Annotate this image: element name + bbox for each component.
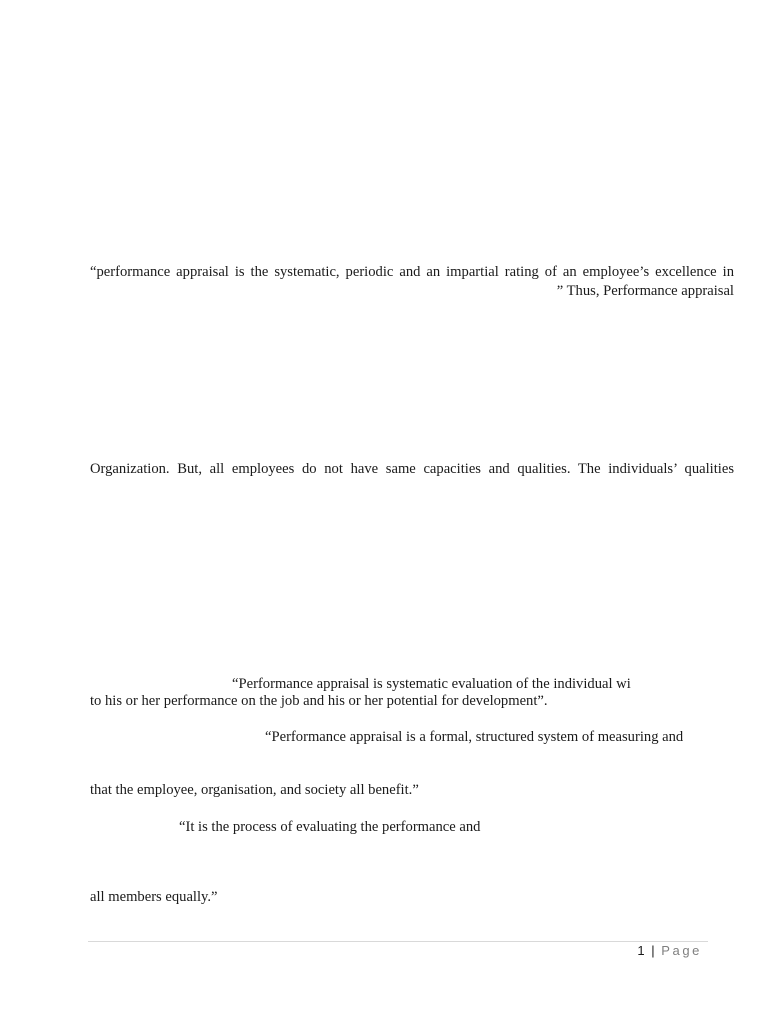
paragraph-1-line-1: “performance appraisal is the systematic, periodic and an impartial rating of an employee’s excellence in [90, 264, 734, 280]
definition-1-line-1: “Performance appraisal is systematic evaluation of the individual wi [232, 676, 631, 692]
paragraph-1-line-2: ” Thus, Performance appraisal [556, 283, 734, 299]
page-footer [637, 943, 702, 959]
definition-3-line-2: all members equally.” [90, 889, 218, 905]
page-label: Page [661, 943, 702, 958]
paragraph-2-line-1: Organization. But, all employees do not have same capacities and qualities. The individuals’ qualities [90, 461, 734, 477]
page-number: 1 [637, 943, 645, 958]
definition-1-line-2: to his or her performance on the job and his or her potential for development”. [90, 693, 548, 709]
footer-divider [88, 941, 708, 942]
definition-2-line-1: “Performance appraisal is a formal, structured system of measuring and [265, 729, 684, 745]
footer-separator: | [651, 943, 655, 958]
definition-2-line-2: that the employee, organisation, and society all benefit.” [90, 782, 419, 798]
definition-3-line-1: “It is the process of evaluating the performance and [179, 819, 481, 835]
